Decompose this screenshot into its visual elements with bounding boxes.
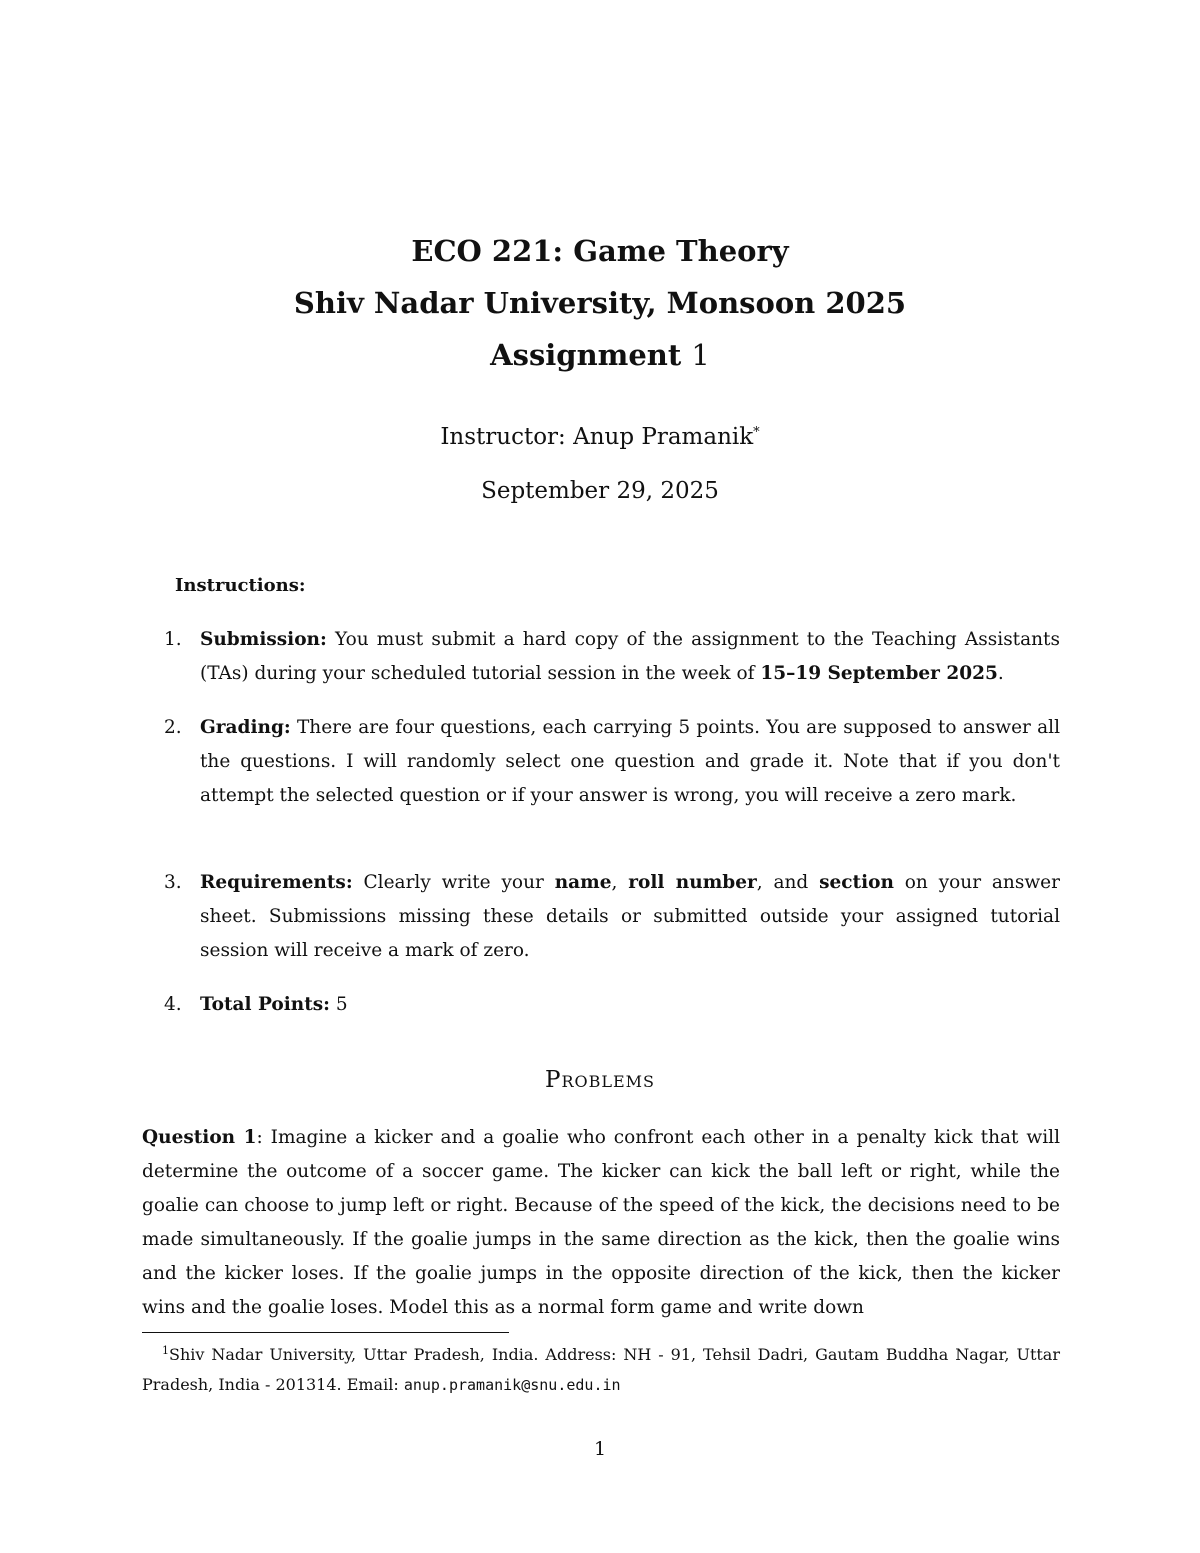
assignment-title: [0, 337, 1200, 373]
footnote-email: anup.pramanik@snu.edu.in: [403, 1376, 621, 1394]
item-text: Clearly write your: [363, 872, 544, 893]
footnote-text: Shiv Nadar University, Uttar Pradesh, India. Address: NH - 91, Tehsil Dadri, Gautam Buddha Nagar, Uttar Pradesh, India - 201314. Email:: [142, 1345, 1060, 1394]
item-body: [200, 988, 1060, 1022]
problems-heading: Problems: [544, 1067, 656, 1093]
instruction-item-requirements: [164, 866, 1064, 968]
item-label: Total Points:: [200, 994, 331, 1015]
instruction-item-total-points: [164, 988, 1064, 1022]
date-line: September 29, 2025: [481, 478, 719, 504]
item-text: on your answer sheet. Submissions missing these details or submitted outside your assigned tutorial session will receive a mark of zero.: [200, 872, 1060, 961]
item-text: You must submit a hard copy of the assignment to the Teaching Assistants (TAs) during your scheduled tutorial session in the week of: [200, 629, 1060, 684]
item-label: Submission:: [200, 629, 327, 650]
instruction-item-grading: [164, 711, 1064, 813]
instructor-label: Instructor: Anup Pramanik: [440, 424, 754, 450]
emphasis-name: name: [554, 872, 612, 893]
instruction-item-submission: [164, 623, 1064, 691]
item-body: [200, 866, 1060, 968]
question-label: Question 1: [142, 1127, 257, 1148]
emphasis-roll-number: roll number: [628, 872, 757, 893]
question-1: [142, 1121, 1060, 1325]
item-text: ,: [611, 872, 618, 893]
item-text: , and: [756, 872, 809, 893]
item-text: There are four questions, each carrying 5 points. You are supposed to answer all the questions. I will randomly select one question and grade it. Note that if you don't attempt the selected question or if your answer is wrong, you will receive a zero mark.: [200, 717, 1060, 806]
emphasis-section: section: [819, 872, 894, 893]
item-number: 4.: [164, 994, 182, 1015]
item-text: 5: [335, 994, 348, 1015]
item-number: 1.: [164, 629, 182, 650]
footnote-divider: [142, 1332, 509, 1333]
item-number: 2.: [164, 717, 182, 738]
course-title: ECO 221: Game Theory: [411, 234, 789, 268]
footnote: [142, 1336, 1060, 1400]
instructor-footnote-marker: *: [753, 425, 760, 440]
assignment-word: Assignment: [490, 338, 682, 372]
item-label: Grading:: [200, 717, 291, 738]
assignment-number: 1: [691, 338, 710, 372]
question-text: : Imagine a kicker and a goalie who confront each other in a penalty kick that will determine the outcome of a soccer game. The kicker can kick the ball left or right, while the goalie can choose to jump left or right. Because of the speed of the kick, the decisions need to be made simultaneously. If the goalie jumps in the same direction as the kick, then the goalie wins and the kicker loses. If the goalie jumps in the opposite direction of the kick, then the kicker wins and the goalie loses. Model this as a normal form game and write down: [142, 1127, 1060, 1318]
page-number: 1: [593, 1438, 607, 1460]
item-body: [200, 623, 1060, 691]
university-title: Shiv Nadar University, Monsoon 2025: [293, 286, 907, 320]
item-emphasis-date: 15–19 September 2025: [760, 663, 998, 684]
item-label: Requirements:: [200, 872, 353, 893]
footnote-marker: 1: [162, 1344, 169, 1357]
instructor-line: [0, 418, 1200, 452]
item-body: [200, 711, 1060, 813]
item-text-end: .: [997, 663, 1004, 684]
item-number: 3.: [164, 872, 182, 893]
instructions-heading: Instructions:: [175, 575, 306, 596]
